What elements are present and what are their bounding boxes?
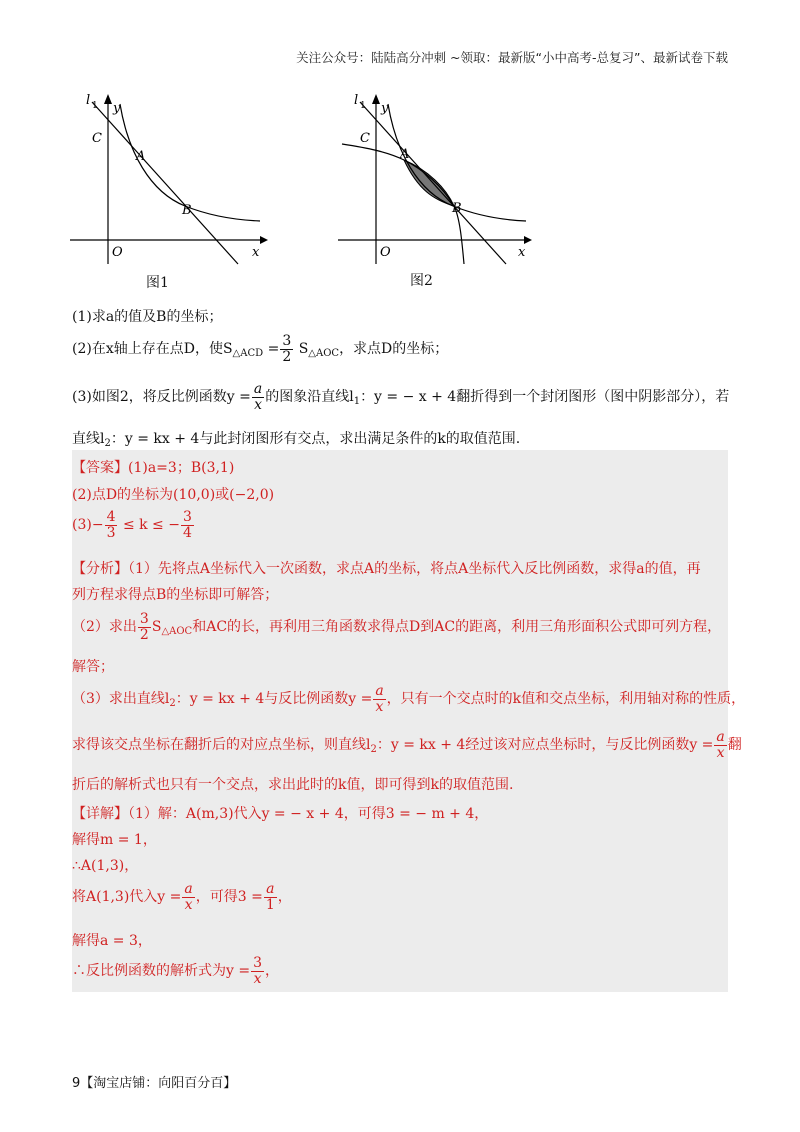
label-l1-sub: 1 — [360, 101, 366, 111]
analysis-line-7: 折后的解析式也只有一个交点，求出此时的k值，即可得到k的取值范围. — [72, 777, 514, 793]
label-A: A — [400, 147, 410, 162]
label-l1: l — [354, 93, 359, 108]
figure-1-caption: 图1 — [146, 275, 169, 291]
detail-line-3: ∴A(1,3)， — [72, 858, 139, 874]
label-C: C — [92, 131, 102, 146]
x-axis-arrow — [260, 236, 268, 244]
detail-line-4: 将A(1,3)代入y = $\frac{a}{x}$ ，可得3 = $\frac{a}{1}$ ， — [72, 881, 292, 913]
label-O: O — [112, 245, 123, 260]
y-axis-arrow — [104, 94, 112, 104]
analysis-line-6: 求得该交点坐标在翻折后的对应点坐标，则直线$l_2$：y = kx + 4经过该对应点坐标时，与反比例函数y = $\frac{a}{x}$ 翻 — [72, 729, 742, 761]
detail-line-1: 【详解】（1）解：A(m,3)代入y = − x + 4，可得3 = − m + 4， — [72, 806, 489, 822]
figure-1 — [70, 92, 270, 272]
label-B: B — [182, 203, 192, 218]
question-3-line-2: 直线$l_2$：y = kx + 4与此封闭图形有交点，求出满足条件的k的取值范围. — [72, 431, 521, 449]
figure-2 — [338, 92, 538, 272]
label-O: O — [380, 245, 391, 260]
detail-line-2: 解得m = 1， — [72, 832, 157, 848]
analysis-line-1: 【分析】（1）先将点A坐标代入一次函数，求点A的坐标，将点A坐标代入反比例函数，求得a的值，再 — [72, 561, 701, 577]
label-B: B — [452, 201, 462, 216]
label-l1: l — [86, 93, 91, 108]
label-C: C — [360, 131, 370, 146]
analysis-line-3: （2）求出 $\frac{3}{2}$ $S_{\triangle AOC}$和AC的长，再利用三角函数求得点D到AC的距离，利用三角形面积公式即可列方程， — [72, 611, 722, 643]
question-2: (2)在x轴上存在点D，使$S_{\triangle ACD}$ = $\frac{3}{2}$ $S_{\triangle AOC}$，求点D的坐标； — [72, 333, 449, 365]
label-y: y — [113, 101, 121, 116]
page-header: 关注公众号：陆陆高分冲刺 ~领取：最新版“小中高考-总复习”、最新试卷下载 — [296, 50, 728, 65]
answer-line-2: (2)点D的坐标为(10,0)或(−2,0) — [72, 487, 275, 503]
question-1: (1)求a的值及B的坐标； — [72, 309, 223, 325]
x-axis-arrow — [524, 236, 532, 244]
label-l1-sub: 1 — [92, 101, 98, 111]
y-axis-arrow — [372, 94, 380, 104]
label-A: A — [136, 149, 146, 164]
answer-line-1: 【答案】(1)a=3；B(3,1) — [72, 460, 235, 476]
analysis-line-2: 列方程求得点B的坐标即可解答； — [72, 587, 279, 603]
answer-line-3: (3)− $\frac{4}{3}$ ≤ k ≤ − $\frac{3}{4}$ — [72, 509, 192, 541]
question-3: (3)如图2，将反比例函数y = $\frac{a}{x}$ 的图象沿直线$l_1$：y = − x + 4翻折得到一个封闭图形（图中阴影部分），若 — [72, 381, 730, 413]
label-x: x — [518, 245, 526, 260]
shaded-region — [404, 160, 454, 206]
page-footer: 9【淘宝店铺：向阳百分百】 — [72, 1076, 237, 1091]
label-x: x — [252, 245, 260, 260]
figure-2-caption: 图2 — [410, 273, 433, 289]
detail-line-6: ∴反比例函数的解析式为y = $\frac{3}{x}$ ， — [72, 955, 280, 987]
detail-line-5: 解得a = 3， — [72, 933, 152, 949]
label-y: y — [381, 101, 389, 116]
analysis-line-4: 解答； — [72, 659, 114, 675]
reflected-curve — [342, 144, 464, 264]
analysis-line-5: （3）求出直线$l_2$：y = kx + 4与反比例函数y = $\frac{a}{x}$ ，只有一个交点时的k值和交点坐标，利用轴对称的性质， — [72, 683, 746, 715]
